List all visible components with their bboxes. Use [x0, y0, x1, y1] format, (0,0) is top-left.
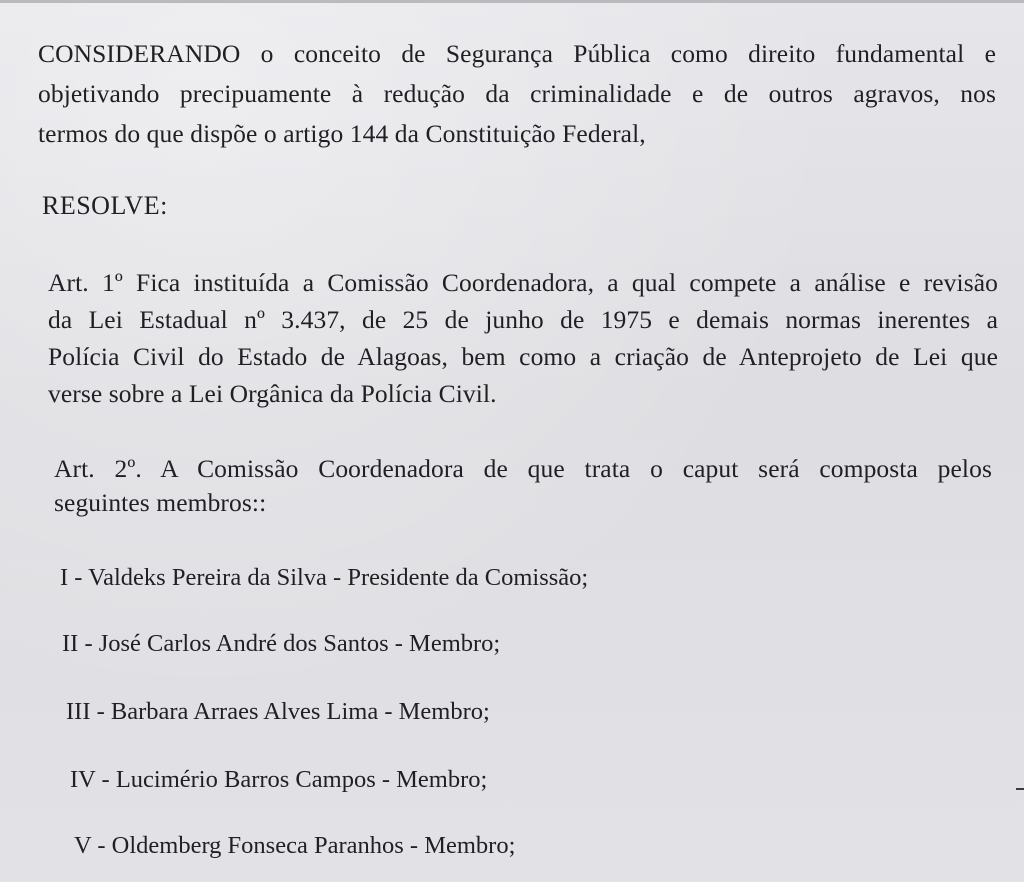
member-item-5: V - Oldemberg Fonseca Paranhos - Membro; [74, 832, 516, 859]
article-1-line-3: Polícia Civil do Estado de Alagoas, bem como a criação de Anteprojeto de Lei que [48, 342, 998, 371]
member-item-3: III - Barbara Arraes Alves Lima - Membro; [66, 698, 490, 725]
resolve-heading: RESOLVE: [42, 191, 168, 220]
considerando-line-2: objetivando precipuamente à redução da criminalidade e de outros agravos, nos [38, 79, 996, 108]
considerando-line-3: termos do que dispõe o artigo 144 da Constituição Federal, [38, 119, 646, 148]
top-border [0, 0, 1024, 3]
article-1-line-1: Art. 1º Fica instituída a Comissão Coordenadora, a qual compete a análise e revisão [48, 268, 998, 297]
member-item-2: II - José Carlos André dos Santos - Membro; [62, 630, 501, 657]
edge-mark [1016, 788, 1024, 790]
article-1-paragraph [48, 264, 998, 412]
member-item-1: I - Valdeks Pereira da Silva - Presidente da Comissão; [60, 564, 589, 591]
considerando-paragraph [38, 34, 996, 154]
article-2-line-1: Art. 2º. A Comissão Coordenadora de que trata o caput será composta pelos [54, 454, 992, 483]
article-2-paragraph [54, 452, 992, 520]
article-2-line-2: seguintes membros:: [54, 488, 267, 517]
member-item-4: IV - Lucimério Barros Campos - Membro; [70, 766, 488, 793]
article-1-line-2: da Lei Estadual nº 3.437, de 25 de junho de 1975 e demais normas inerentes a [48, 305, 998, 334]
article-1-line-4: verse sobre a Lei Orgânica da Polícia Civil. [48, 379, 497, 408]
considerando-line-1: CONSIDERANDO o conceito de Segurança Pública como direito fundamental e [38, 39, 996, 68]
